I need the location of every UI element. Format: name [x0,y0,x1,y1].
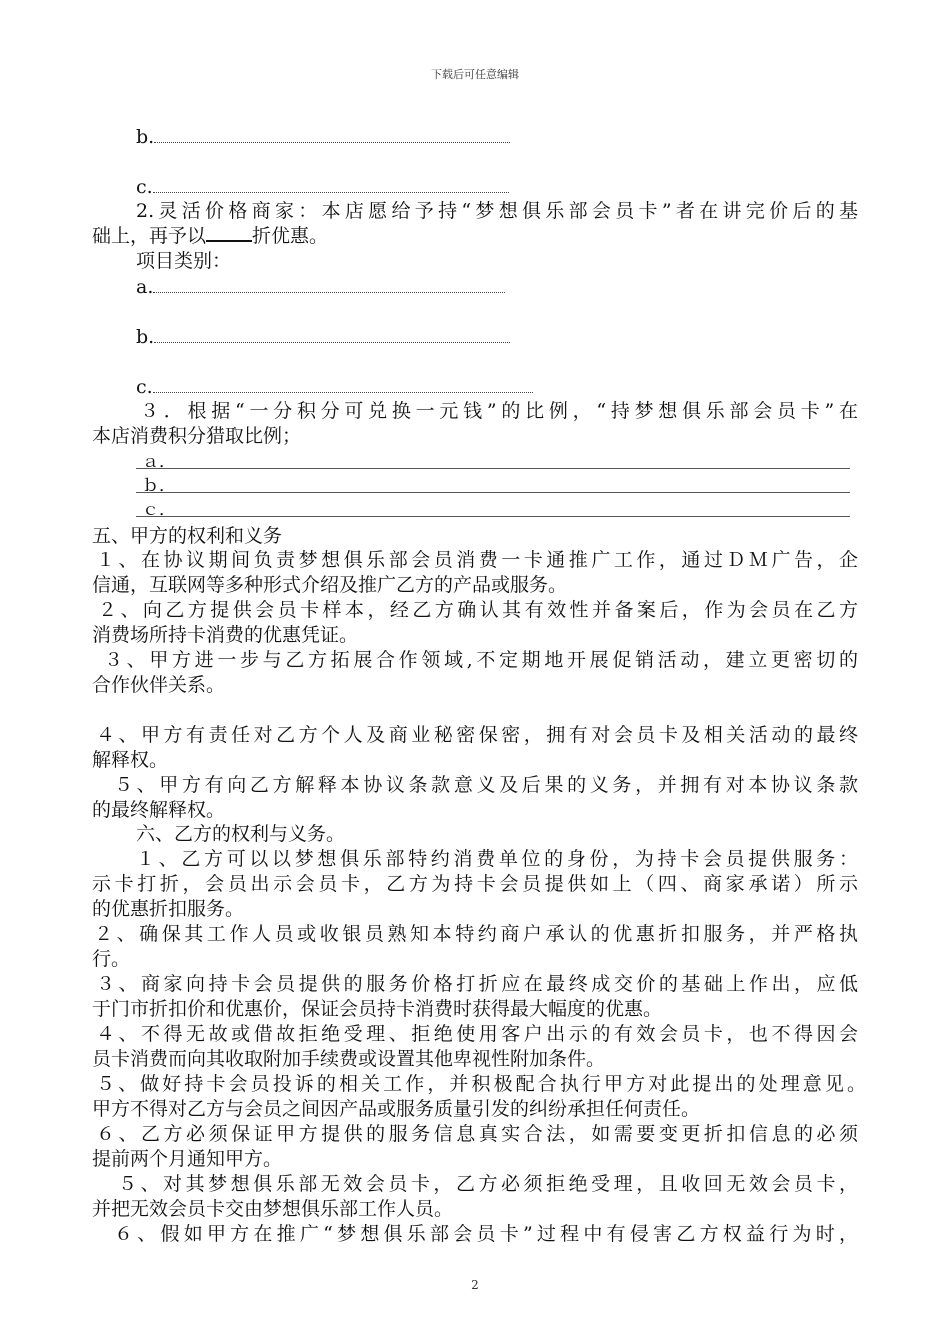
sec6-item5-line2: 甲方不得对乙方与会员之间因产品或服务质量引发的纠纷承担任何责任。 [92,1098,701,1120]
sec6-item5-line1: ５、做好持卡会员投诉的相关工作，并积极配合执行甲方对此提出的处理意见。 [96,1073,866,1095]
sec5-item3-line2: 合作伙伴关系。 [92,674,226,696]
fill-in-blank [153,374,533,393]
points-line2: 本店消费积分猎取比例； [92,425,302,447]
fill-in-blank [154,324,510,343]
points-line1: ３．根据“一分积分可兑换一元钱”的比例，“持梦想俱乐部会员卡”在 [140,400,858,422]
text: 础上，再予以 [92,225,207,247]
sec5-item4-line1: ４、甲方有责任对乙方个人及商业秘密保密，拥有对会员卡及相关活动的最终 [96,724,858,746]
fill-in-blank [153,274,505,293]
sec5-item1-line2: 信通，互联网等多种形式介绍及推广乙方的产品或服务。 [92,574,568,596]
sec6-item1-line2: 示卡打折，会员出示会员卡，乙方为持卡会员提供如上（四、商家承诺）所示 [92,873,858,895]
item-label: b. [136,326,155,348]
sec5-item5-line1: ５、甲方有向乙方解释本协议条款意义及后果的义务，并拥有对本协议条款 [114,774,858,796]
sec5-item1-line1: １、在协议期间负责梦想俱乐部会员消费一卡通推广工作，通过ＤＭ广告，企 [96,549,858,571]
fill-in-blank [153,174,509,193]
points-item-b: ｂ． [142,476,176,496]
sec6-item2-line1: ２、确保其工作人员或收银员熟知本特约商户承认的优惠折扣服务，并严格执 [94,923,858,945]
flex-price-line1: 2.灵活价格商家：本店愿给予持“梦想俱乐部会员卡”者在讲完价后的基 [136,200,858,222]
item-a-line [136,274,505,299]
sec6-item6-line1: ６、乙方必须保证甲方提供的服务信息真实合法，如需要变更折扣信息的必须 [96,1123,858,1145]
sec6-item3-line1: ３、商家向持卡会员提供的服务价格打折应在最终成交价的基础上作出，应低 [96,973,858,995]
sec6-item1-line1: １、乙方可以以梦想俱乐部特约消费单位的身份，为持卡会员提供服务： [136,848,858,870]
sec5-item2-line2: 消费场所持卡消费的优惠凭证。 [92,624,359,646]
section5-title: 五、甲方的权利和义务 [92,525,283,547]
item-label: a. [136,276,154,298]
sec6-item1-line3: 的优惠折扣服务。 [92,898,245,920]
item-b-line [136,124,510,149]
item-label: b. [136,126,155,148]
item-c-line [136,374,533,399]
sec6-item3-line2: 于门市折扣价和优惠价，保证会员持卡消费时获得最大幅度的优惠。 [92,998,663,1020]
item-label: c. [136,376,153,398]
sec6-item2-line2: 行。 [92,948,131,970]
sec6-item7-line1: ５、对其梦想俱乐部无效会员卡，乙方必须拒绝受理，且收回无效会员卡， [118,1173,858,1195]
item-c-line [136,174,509,199]
sec6-item6-line2: 提前两个月通知甲方。 [92,1148,283,1170]
flex-price-line2 [92,224,328,248]
sec5-item4-line2: 解释权。 [92,749,169,771]
item-label: c. [136,176,153,198]
item-b-line [136,324,510,349]
underline-rule [136,468,850,469]
text: 折优惠。 [252,225,329,247]
sec6-item4-line1: ４、不得无故或借故拒绝受理、拒绝使用客户出示的有效会员卡，也不得因会 [96,1023,858,1045]
sec6-item7-line2: 并把无效会员卡交由梦想俱乐部工作人员。 [92,1198,454,1220]
points-item-a: ａ． [142,452,176,472]
category-label: 项目类别： [136,250,232,272]
sec5-item2-line1: ２、向乙方提供会员卡样本，经乙方确认其有效性并备案后，作为会员在乙方 [98,599,858,621]
sec5-item5-line2: 的最终解释权。 [92,799,226,821]
fill-in-blank [154,124,510,143]
underline-rule [136,492,850,493]
discount-blank [206,224,252,242]
sec6-item8-line1: ６、假如甲方在推广“梦想俱乐部会员卡”过程中有侵害乙方权益行为时， [114,1223,858,1245]
page-number: 2 [471,1278,479,1292]
sec6-item4-line2: 员卡消费而向其收取附加手续费或设置其他卑视性附加条件。 [92,1048,606,1070]
page-header: 下载后可任意编辑 [431,68,519,81]
points-item-c: ｃ． [142,500,176,520]
underline-rule [136,516,850,517]
section6-title: 六、乙方的权利与义务。 [136,823,346,845]
sec5-item3-line1: ３、甲方进一步与乙方拓展合作领域,不定期地开展促销活动，建立更密切的 [104,649,858,671]
